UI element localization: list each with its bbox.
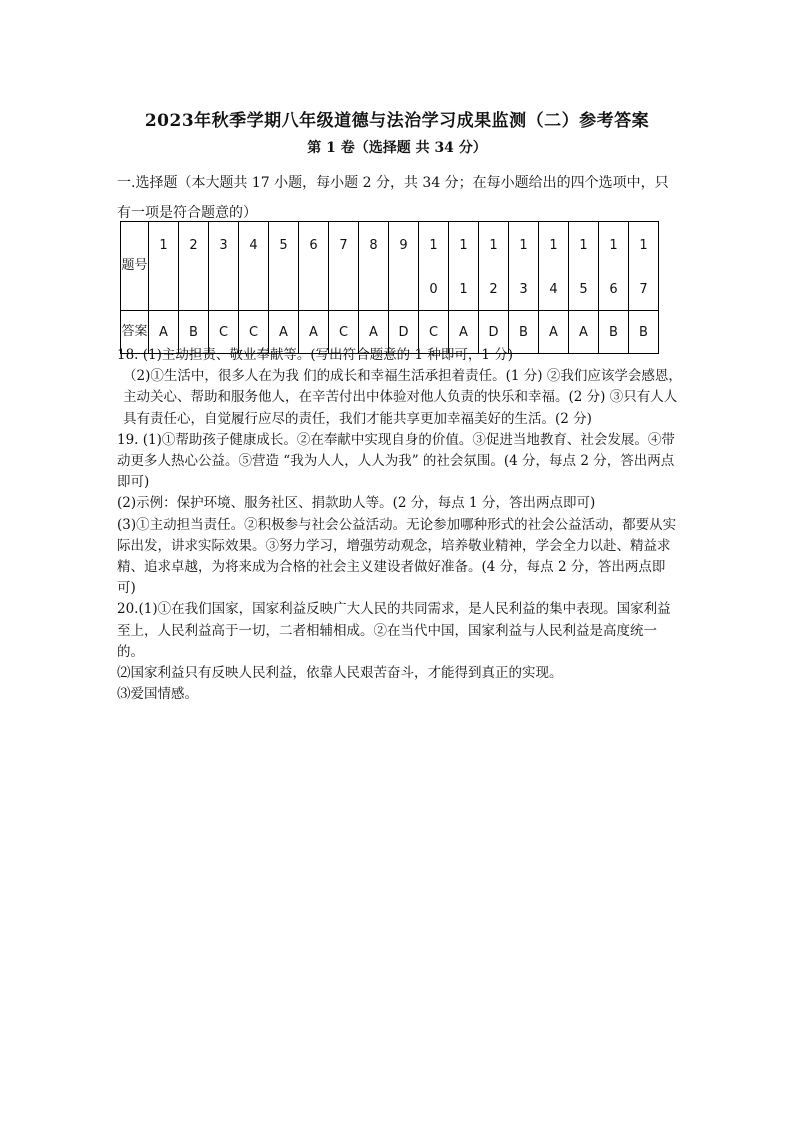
answer-cell: B: [629, 311, 659, 354]
question-number-digit: 1: [159, 238, 168, 253]
question-number-cell: [569, 222, 599, 311]
answer-cell: A: [299, 311, 329, 354]
question-number-digit: 7: [339, 238, 348, 253]
q20-part2: ⑵国家利益只有反映人民利益，依靠人民艰苦奋斗，才能得到真正的实现。: [117, 665, 563, 682]
question-number-cell: [509, 222, 539, 311]
question-number-digit: 4: [249, 238, 258, 253]
question-number-digit: 6: [609, 282, 618, 297]
answer-cell: D: [479, 311, 509, 354]
answer-cell: A: [539, 311, 569, 354]
question-number-cell: [179, 222, 209, 311]
question-number-cell: [539, 222, 569, 311]
answer-cell: C: [239, 311, 269, 354]
answer-cell: B: [509, 311, 539, 354]
question-number-cell: [239, 222, 269, 311]
question-number-digit: 5: [279, 238, 288, 253]
answer-cell: A: [269, 311, 299, 354]
answer-cell: A: [569, 311, 599, 354]
answer-cell: D: [389, 311, 419, 354]
answer-cell: C: [419, 311, 449, 354]
question-number-cell: [389, 222, 419, 311]
q20-part3: ⑶爱国情感。: [117, 686, 198, 703]
answer-cell: A: [449, 311, 479, 354]
q20-part1: 20.(1)①在我们国家，国家利益反映广大人民的共同需求，是人民利益的集中表现。国家利益至上，人民利益高于一切，二者相辅相成。②在当代中国，国家利益与人民利益是高度统一的。: [117, 601, 671, 660]
question-number-cell: [479, 222, 509, 311]
multiple-choice-instructions: 一.选择题（本大题共 17 小题，每小题 2 分，共 34 分；在每小题给出的四个选项中，只有一项是符合题意的）: [117, 175, 669, 221]
question-number-cell: [629, 222, 659, 311]
answer-cell: C: [329, 311, 359, 354]
question-number-digit: 5: [579, 282, 588, 297]
question-number-cell: [359, 222, 389, 311]
question-number-digit: 9: [399, 238, 408, 253]
question-number-digit: 1: [459, 238, 468, 253]
question-number-digit: 6: [309, 238, 318, 253]
question-number-cell: [449, 222, 479, 311]
question-number-cell: [599, 222, 629, 311]
q19-part2: (2)示例：保护环境、服务社区、捐款助人等。(2 分，每点 1 分，答出两点即可): [117, 495, 596, 512]
question-number-digit: 1: [489, 238, 498, 253]
question-number-cell: [149, 222, 179, 311]
question-number-digit: 8: [369, 238, 378, 253]
question-number-digit: 1: [459, 282, 468, 297]
question-number-cell: [269, 222, 299, 311]
question-number-digit: 1: [519, 238, 528, 253]
answer-cell: A: [359, 311, 389, 354]
question-number-digit: 1: [549, 238, 558, 253]
question-number-digit: 2: [489, 282, 498, 297]
question-number-digit: 4: [549, 282, 558, 297]
q19-part3: (3)①主动担当责任。②积极参与社会公益活动。无论参加哪种形式的社会公益活动，都要从实际出发，讲求实际效果。③努力学习，增强劳动观念，培养敬业精神，学会全力以赴、精益求精、追求卓越，为将来成为合格的社会主义建设者做好准备。(4 分，每点 2 分，答出两点即可): [117, 516, 677, 597]
question-number-header: 题号: [121, 222, 149, 311]
answer-cell: C: [209, 311, 239, 354]
question-number-cell: [419, 222, 449, 311]
q19-part1: 19. (1)①帮助孩子健康成长。②在奉献中实现自身的价值。③促进当地教育、社会发展。④带动更多人热心公益。⑤营造 “我为人人，人人为我” 的社会氛围。(4 分，每点 2 分，答出两点即可): [117, 431, 675, 491]
page-title: 2023年秋季学期八年级道德与法治学习成果监测（二）参考答案: [144, 111, 650, 131]
question-number-row: [121, 222, 659, 311]
question-number-digit: 7: [639, 282, 648, 297]
question-number-digit: 1: [579, 238, 588, 253]
section-subtitle: 第 1 卷（选择题 共 34 分）: [307, 140, 487, 156]
question-number-digit: 2: [189, 238, 198, 253]
q18-part2: （2)①生活中，很多人在为我 们的成长和幸福生活承担着责任。(1 分) ②我们应该学会感恩，主动关心、帮助和服务他人，在辛苦付出中体验对他人负责的快乐和幸福。(2 分) ③只有人人具有责任心，自觉履行应尽的责任，我们才能共享更加幸福美好的生活。(2 分): [123, 368, 682, 427]
answer-cell: B: [599, 311, 629, 354]
answer-cell: A: [149, 311, 179, 354]
answer-cell: B: [179, 311, 209, 354]
answer-header: 答案: [121, 311, 149, 354]
question-number-digit: 3: [519, 282, 528, 297]
question-number-cell: [209, 222, 239, 311]
question-number-digit: 3: [219, 238, 228, 253]
question-number-digit: 1: [639, 238, 648, 253]
answer-explanations: [117, 345, 682, 705]
q18-part1: 18. (1)主动担责、敬业奉献等。(写出符合题意的 1 种即可，1 分): [117, 347, 513, 363]
question-number-cell: [329, 222, 359, 311]
answer-table: [120, 221, 659, 354]
question-number-digit: 0: [429, 282, 438, 297]
question-number-cell: [299, 222, 329, 311]
question-number-digit: 1: [609, 238, 618, 253]
question-number-digit: 1: [429, 238, 438, 253]
